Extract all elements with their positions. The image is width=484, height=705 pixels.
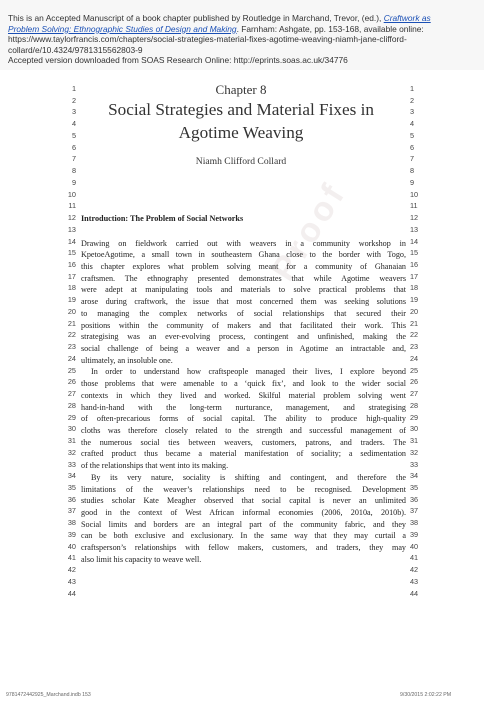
body-line: of the relationships that went into its making.: [81, 461, 229, 471]
line-number: 2: [71, 95, 76, 105]
line-number: 14: [67, 236, 76, 246]
line-number: 19: [67, 295, 76, 305]
body-line: studies scholar Kate Meagher observed that social capital is never an unlimited: [81, 496, 406, 506]
line-number: 7: [410, 154, 415, 164]
line-number: 39: [67, 529, 76, 539]
line-number: 38: [410, 518, 419, 528]
line-number: 42: [67, 565, 76, 575]
body-line: By its very nature, sociality is shifting and contingent, and therefore the: [91, 472, 406, 482]
section-heading: Introduction: The Problem of Social Networks: [81, 214, 244, 223]
body-line: hand-in-hand with the long-term nurturance, management, and strategising: [81, 402, 406, 412]
line-number: 43: [410, 576, 419, 586]
body-line: In order to understand how craftspeople managed their lives, I explore beyond: [91, 367, 406, 377]
line-number: 23: [67, 342, 76, 352]
chapter-author: Niamh Clifford Collard: [195, 156, 287, 167]
line-number: 3: [71, 107, 76, 117]
chapter-label: Chapter 8: [215, 82, 267, 97]
line-number: 36: [67, 494, 76, 504]
line-number: 16: [67, 260, 76, 270]
line-number: 24: [410, 353, 419, 363]
line-number: 8: [410, 166, 415, 176]
body-line: this chapter explores what problem solving meant for a community of Ghanaian: [81, 261, 406, 271]
line-number: 29: [67, 412, 76, 422]
line-number: 20: [67, 306, 76, 316]
line-number: 21: [67, 318, 76, 328]
chapter-title-line-2: Agotime Weaving: [178, 123, 304, 142]
line-number: 35: [67, 482, 76, 492]
line-number: 44: [67, 588, 76, 598]
line-number: 5: [71, 130, 76, 140]
body-line: craftsperson’s relationships with fellow makers, customers, and traders, they may: [81, 543, 406, 553]
body-line: contexts in which they lived and worked. Skilful material problem solving went: [81, 390, 406, 400]
line-number: 27: [67, 389, 76, 399]
line-number: 1: [410, 84, 415, 93]
body-line: strategising was an ever-evolving process, contingent and unfinished, making the: [81, 332, 406, 342]
notice-url-line[interactable]: https://www.taylorfrancis.com/chapters/social-strategies-material-fixes-agotime-weaving-niamh-jane-clifford-: [8, 34, 407, 45]
line-number: 16: [410, 260, 419, 270]
line-number: 24: [67, 353, 76, 363]
line-number: 8: [71, 166, 76, 176]
line-number: 33: [410, 459, 419, 469]
line-number: 13: [67, 224, 76, 234]
body-line: Social limits and borders are an integral part of the community fabric, and they: [81, 519, 406, 529]
line-number: 20: [410, 306, 419, 316]
chapter-title-line-1: Social Strategies and Material Fixes in: [108, 100, 374, 119]
line-number: 41: [67, 553, 76, 563]
line-number: 43: [67, 576, 76, 586]
book-title-link[interactable]: Craftwork as: [383, 13, 431, 23]
line-number: 10: [410, 189, 419, 199]
line-number: 15: [67, 248, 76, 258]
body-line: crafted product thus became a material manifestation of sociality; a sedimentation: [81, 449, 406, 459]
line-number: 25: [410, 365, 419, 375]
line-number: 9: [71, 177, 76, 187]
line-number: 40: [67, 541, 76, 551]
line-number: 27: [410, 389, 419, 399]
line-number: 30: [67, 424, 76, 434]
line-number: 38: [67, 518, 76, 528]
line-number: 41: [410, 553, 419, 563]
download-notice-header: [0, 0, 484, 70]
book-subtitle-link[interactable]: Problem Solving: Ethnographic Studies of Design and Making: [8, 23, 237, 34]
body-line: KpetoeAgotime, a small town in southeastern Ghana close to the border with Togo,: [81, 250, 406, 260]
line-number: 29: [410, 412, 419, 422]
left-line-numbers: [62, 83, 76, 599]
line-number: 28: [67, 400, 76, 410]
body-line: were adept at manipulating tools and materials to solve practical problems that: [81, 285, 406, 295]
line-number: 30: [410, 424, 419, 434]
line-number: 4: [71, 119, 76, 129]
line-number: 1: [71, 84, 76, 93]
line-number: 9: [410, 177, 415, 187]
line-number: 11: [68, 201, 76, 211]
line-number: 34: [67, 471, 76, 481]
line-number: 18: [410, 283, 419, 293]
proof-watermark: Proof: [264, 175, 354, 288]
line-number: 11: [410, 201, 418, 211]
notice-line-2: Problem Solving: Ethnographic Studies of Design and Making. Farnham: Ashgate, pp. 153-168, available online:: [8, 23, 424, 34]
body-line: to managing the complex networks of social relationships that secured their: [81, 308, 406, 318]
line-number: 26: [410, 377, 419, 387]
line-number: 40: [410, 541, 419, 551]
line-number: 5: [410, 130, 415, 140]
line-number: 21: [410, 318, 419, 328]
line-number: 6: [71, 142, 76, 152]
notice-line-1: This is an Accepted Manuscript of a book chapter published by Routledge in Marchand, Trevor, (ed.), Craftwork as: [8, 13, 431, 23]
right-line-numbers: [410, 83, 424, 599]
line-number: 14: [410, 236, 419, 246]
body-line: craftsmen. The ethnography presented demonstrates that while Agotime weavers: [81, 273, 406, 283]
line-number: 31: [410, 436, 419, 446]
line-number: 7: [71, 154, 76, 164]
line-number: 34: [410, 471, 419, 481]
footer-timestamp: 9/30/2015 2:02:22 PM: [400, 692, 452, 698]
line-number: 44: [410, 588, 419, 598]
chapter-title: [100, 98, 382, 144]
notice-repository-line[interactable]: Accepted version downloaded from SOAS Research Online: http://eprints.soas.ac.uk/34776: [8, 55, 348, 66]
line-number: 23: [410, 342, 419, 352]
line-number: 42: [410, 565, 419, 575]
line-number: 12: [410, 213, 419, 223]
body-line: those problems that were amenable to a ‘quick fix’, and look to the wider social: [81, 379, 406, 389]
footer-file-info: 9781472442925_Marchand.indb 153: [6, 692, 91, 698]
body-line: arose during craftwork, the issue that most concerned them was seeking solutions: [81, 297, 406, 307]
body-line: the numerous social ties between weavers, customers, patrons, and traders. The: [81, 437, 406, 447]
body-line: good in the context of West African informal economies (2006, 2010a, 2010b).: [81, 508, 406, 518]
line-number: 19: [410, 295, 419, 305]
line-number: 25: [67, 365, 76, 375]
line-number: 10: [67, 189, 76, 199]
line-number: 32: [410, 447, 419, 457]
line-number: 18: [67, 283, 76, 293]
body-line: cloths was therefore closely related to the strength and successful management of: [81, 426, 406, 435]
line-number: 22: [67, 330, 76, 340]
line-number: 26: [67, 377, 76, 387]
body-line: positions within the community of makers and that facilitated their work. This: [81, 320, 406, 330]
line-number: 39: [410, 529, 419, 539]
body-line: Drawing on fieldwork carried out with weavers in a community workshop in: [81, 238, 406, 248]
body-line: ultimately, an insoluble one.: [81, 355, 173, 365]
line-number: 3: [410, 107, 415, 117]
line-number: 17: [67, 271, 76, 281]
line-number: 17: [410, 271, 419, 281]
body-text: [81, 238, 406, 566]
line-number: 36: [410, 494, 419, 504]
body-line: of often-precarious forms of social capital. The ability to produce high-quality: [81, 414, 406, 424]
line-number: 33: [67, 459, 76, 469]
notice-url-line-cont[interactable]: collard/e/10.4324/9781315562803-9: [8, 44, 143, 55]
line-number: 6: [410, 142, 415, 152]
body-line: can be both exclusive and exclusionary. In the same way that they may curtail a: [81, 531, 406, 541]
body-line: limitations of the weaver’s relationships need to be recognised. Development: [81, 484, 406, 494]
line-number: 15: [410, 248, 419, 258]
line-number: 13: [410, 224, 419, 234]
line-number: 2: [410, 95, 415, 105]
body-line: also limit his capacity to weave well.: [81, 554, 202, 564]
line-number: 28: [410, 400, 419, 410]
line-number: 31: [67, 436, 76, 446]
line-number: 12: [67, 213, 76, 223]
line-number: 37: [410, 506, 419, 516]
line-number: 35: [410, 482, 419, 492]
line-number: 22: [410, 330, 419, 340]
line-number: 37: [67, 506, 76, 516]
line-number: 4: [410, 119, 415, 129]
line-number: 32: [67, 447, 76, 457]
body-line: social challenge of being a weaver and a person in Agotime an intractable and,: [81, 343, 406, 353]
